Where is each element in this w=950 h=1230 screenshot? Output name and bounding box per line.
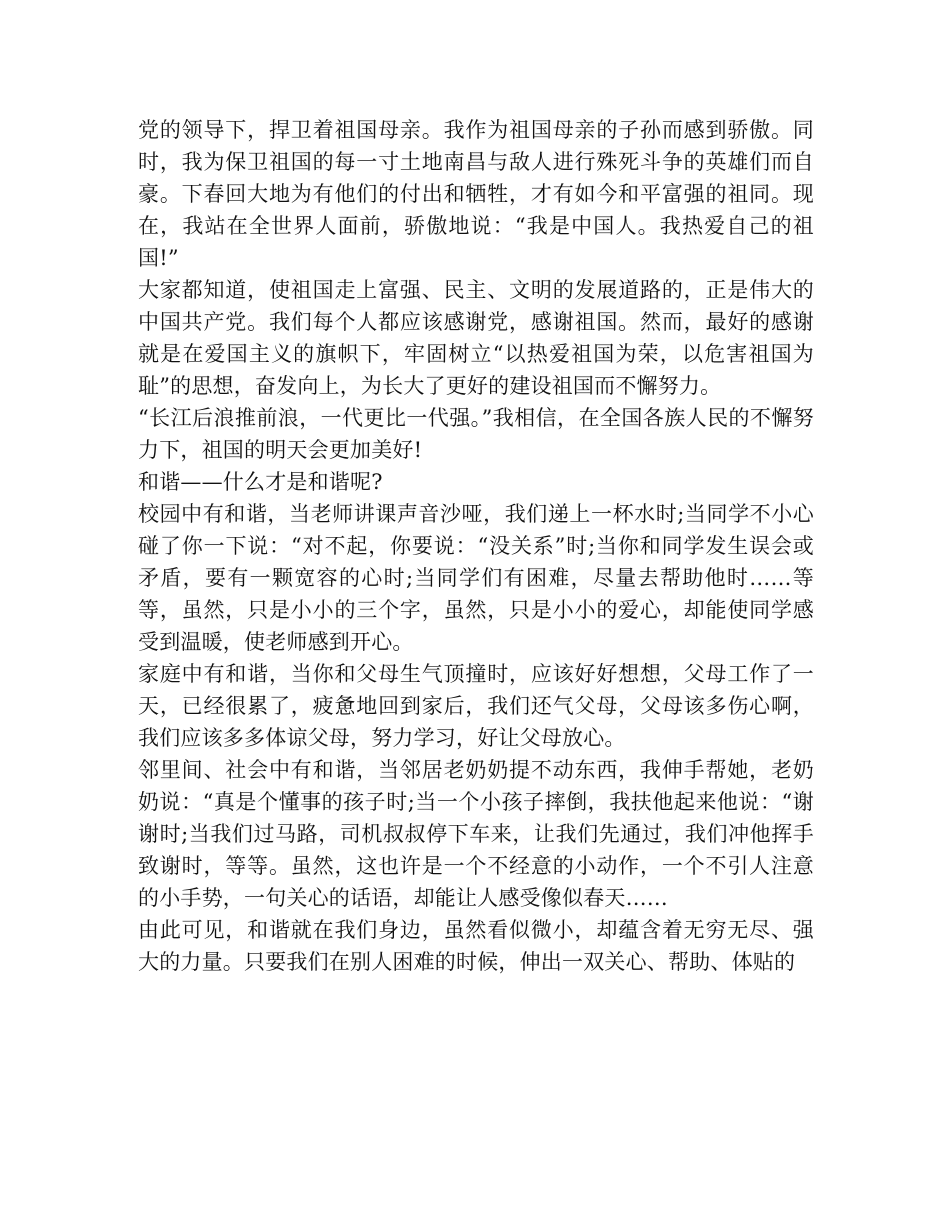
paragraph-5: 校园中有和谐，当老师讲课声音沙哑，我们递上一杯水时;当同学不小心碰了你一下说：“对不起，你要说：“没关系”时;当你和同学发生误会或矛盾，要有一颗宽容的心时;当同学们有困难，尽量去帮助他时……等等，虽然，只是小小的三个字，虽然，只是小小的爱心，却能使同学感受到温暖，使老师感到开心。 — [138, 502, 814, 654]
paragraph-6: 家庭中有和谐，当你和父母生气顶撞时，应该好好想想，父母工作了一天，已经很累了，疲惫地回到家后，我们还气父母，父母该多伤心啊，我们应该多多体谅父母，努力学习，好让父母放心。 — [138, 662, 814, 750]
paragraph-8: 由此可见，和谐就在我们身边，虽然看似微小，却蕴含着无穷无尽、强大的力量。只要我们在别人困难的时候，伸出一双关心、帮助、体贴的 — [138, 918, 814, 974]
paragraph-7: 邻里间、社会中有和谐，当邻居老奶奶提不动东西，我伸手帮她，老奶奶说：“真是个懂事的孩子时;当一个小孩子摔倒，我扶他起来他说：“谢谢时;当我们过马路，司机叔叔停下车来，让我们先通过，我们冲他挥手致谢时，等等。虽然，这也许是一个不经意的小动作，一个不引人注意的小手势，一句关心的话语，却能让人感受像似春天…… — [138, 758, 814, 910]
paragraph-1: 党的领导下，捍卫着祖国母亲。我作为祖国母亲的子孙而感到骄傲。同时，我为保卫祖国的每一寸土地南昌与敌人进行殊死斗争的英雄们而自豪。下春回大地为有他们的付出和牺牲，才有如今和平富强的祖同。现在，我站在全世界人面前，骄傲地说：“我是中国人。我热爱自己的祖国!” — [138, 118, 814, 270]
paragraph-4: 和谐——什么才是和谐呢? — [138, 470, 383, 494]
paragraph-3: “长江后浪推前浪，一代更比一代强。”我相信，在全国各族人民的不懈努力下，祖国的明天会更加美好! — [138, 406, 814, 462]
paragraph-2: 大家都知道，使祖国走上富强、民主、文明的发展道路的，正是伟大的中国共产党。我们每个人都应该感谢党，感谢祖国。然而，最好的感谢就是在爱国主义的旗帜下，牢固树立“以热爱祖国为荣，以危害祖国为耻”的思想，奋发向上，为长大了更好的建设祖国而不懈努力。 — [138, 278, 814, 398]
document-body — [138, 114, 814, 978]
